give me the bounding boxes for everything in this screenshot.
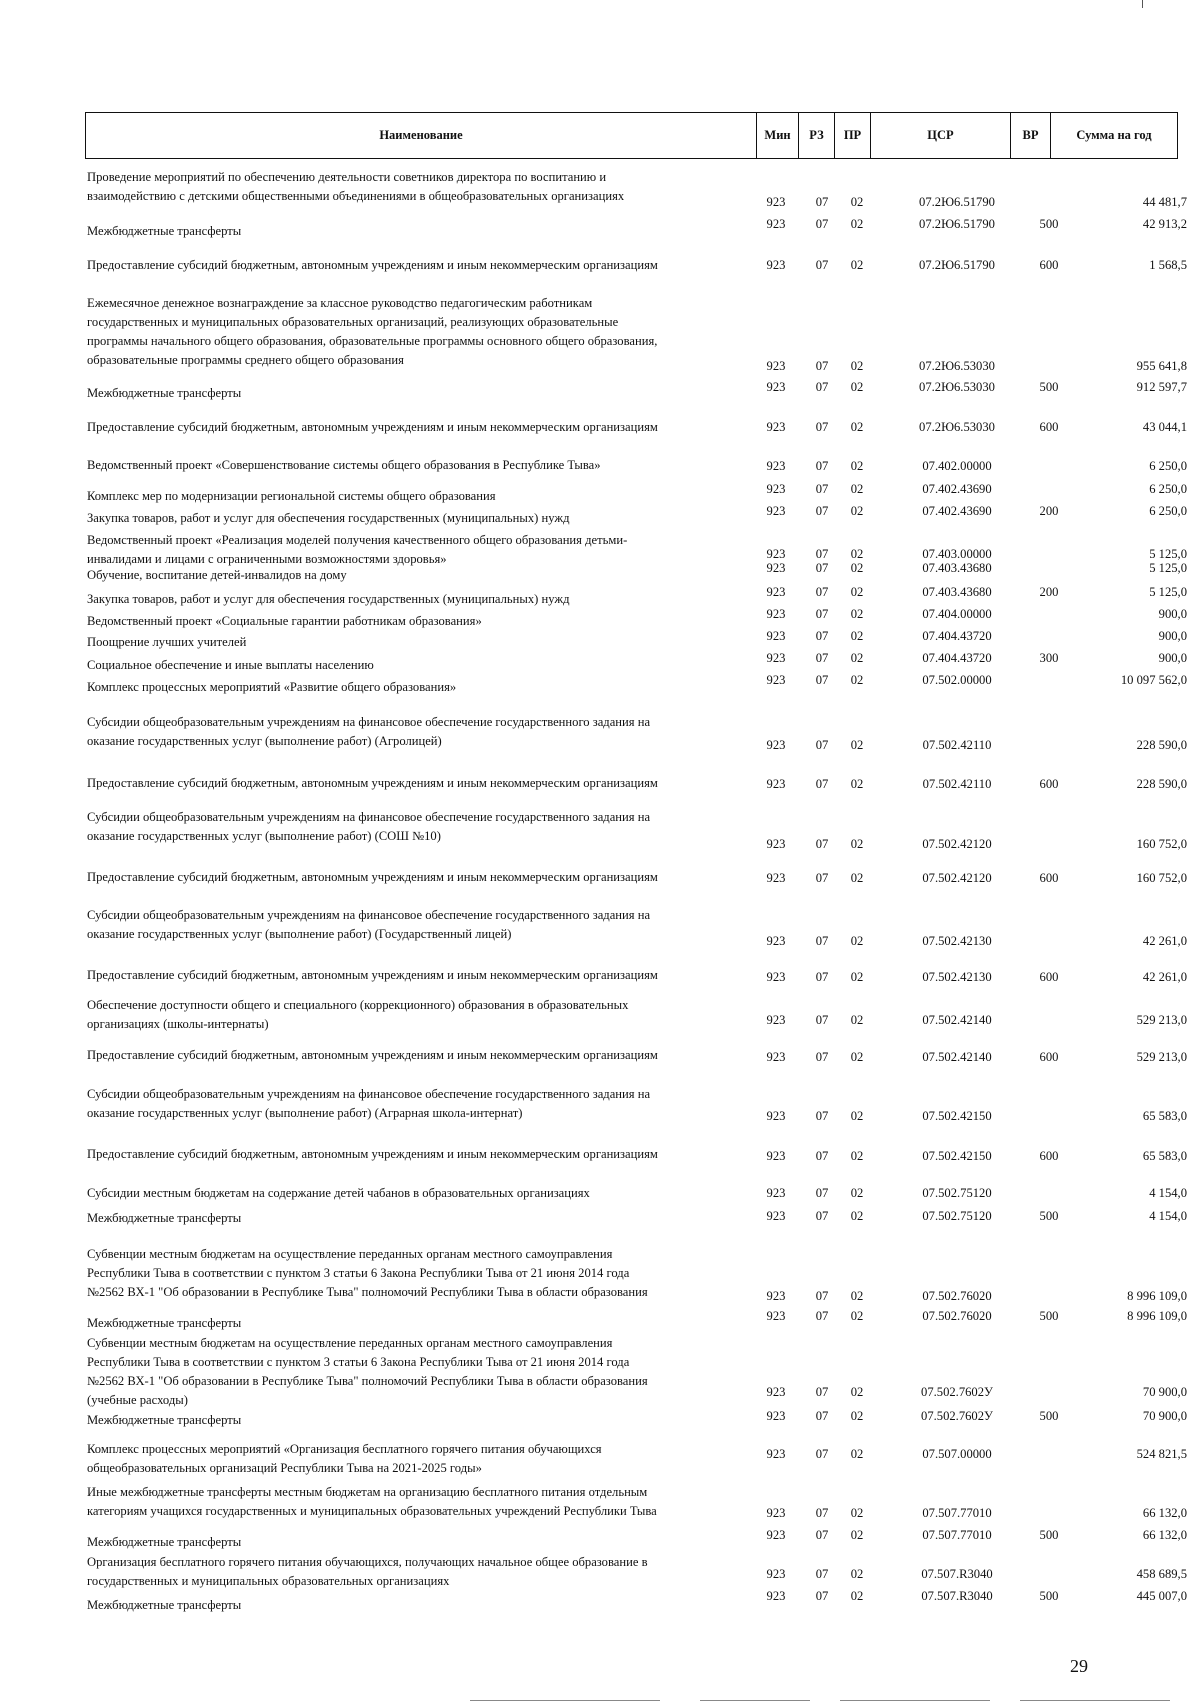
row-min: 923	[766, 1149, 786, 1163]
row-vr: 500	[1039, 1589, 1059, 1603]
row-csr: 07.502.42130	[922, 934, 992, 948]
row-rz: 07	[815, 1149, 829, 1163]
row-csr: 07.507.R3040	[921, 1567, 993, 1581]
table-row	[87, 966, 1187, 987]
row-sum: 42 261,0	[1142, 970, 1187, 984]
table-row	[87, 651, 1187, 672]
row-name: Субвенции местным бюджетам на осуществление переданных органам местного самоуправления Республики Тыва в соответствии с пунктом 3 статьи 6 Закона Республики Тыва от 21 июня 2014 года №2562 ВХ-1 "Об образовании в Республике Тыва" полномочий Республики Тыва в области образования (учебные расходы)	[87, 1336, 648, 1407]
row-min: 923	[766, 1209, 786, 1223]
table-row	[87, 1528, 1187, 1549]
row-rz: 07	[815, 359, 829, 373]
row-vr: 500	[1039, 1528, 1059, 1542]
row-rz: 07	[815, 504, 829, 518]
row-min: 923	[766, 1409, 786, 1423]
row-pr: 02	[850, 651, 864, 665]
row-name: Субсидии общеобразовательным учреждениям на финансовое обеспечение государственного задания на оказание государственных услуг (выполнение работ) (Агролицей)	[87, 715, 651, 748]
table-row	[87, 1309, 1187, 1330]
row-pr: 02	[850, 738, 864, 752]
row-name: Субсидии местным бюджетам на содержание детей чабанов в образовательных организациях	[87, 1186, 590, 1200]
row-pr: 02	[850, 629, 864, 643]
row-name: Предоставление субсидий бюджетным, автономным учреждениям и иным некоммерческим организациям	[87, 776, 658, 790]
row-sum: 900,0	[1158, 629, 1187, 643]
table-row	[87, 1184, 1187, 1203]
row-pr: 02	[850, 871, 864, 885]
table-row	[87, 1334, 1187, 1407]
row-csr: 07.2Ю6.53030	[919, 420, 995, 434]
row-pr: 02	[850, 482, 864, 496]
row-pr: 02	[850, 359, 864, 373]
row-name: Предоставление субсидий бюджетным, автономным учреждениям и иным некоммерческим организациям	[87, 968, 658, 982]
row-rz: 07	[815, 738, 829, 752]
table-row	[87, 456, 1187, 476]
row-pr: 02	[850, 561, 864, 575]
row-sum: 445 007,0	[1136, 1589, 1187, 1603]
row-min: 923	[766, 738, 786, 752]
table-row	[87, 713, 1187, 755]
row-pr: 02	[850, 504, 864, 518]
row-min: 923	[766, 673, 786, 687]
row-name: Комплекс процессных мероприятий «Организация бесплатного горячего питания обучающихся общеобразовательных организаций Республики Тыва на 2021-2025 годы»	[87, 1442, 602, 1475]
row-name: Межбюджетные трансферты	[87, 1316, 242, 1330]
row-min: 923	[766, 1528, 786, 1542]
row-rz: 07	[815, 380, 829, 394]
row-sum: 44 481,7	[1142, 195, 1187, 209]
row-rz: 07	[815, 651, 829, 665]
row-csr: 07.402.00000	[922, 459, 992, 473]
row-sum: 160 752,0	[1136, 837, 1187, 851]
row-name: Организация бесплатного горячего питания обучающихся, получающих начальное общее образование в государственных и муниципальных образовательных организациях	[87, 1555, 648, 1588]
row-rz: 07	[815, 837, 829, 851]
table-row	[87, 607, 1187, 628]
row-min: 923	[766, 459, 786, 473]
row-sum: 6 250,0	[1149, 482, 1187, 496]
row-rz: 07	[815, 1309, 829, 1323]
row-vr: 600	[1039, 1050, 1059, 1064]
row-rz: 07	[815, 1209, 829, 1223]
row-min: 923	[766, 837, 786, 851]
row-csr: 07.2Ю6.51790	[919, 258, 995, 272]
row-pr: 02	[850, 195, 864, 209]
row-csr: 07.402.43690	[922, 482, 992, 496]
row-sum: 4 154,0	[1149, 1209, 1187, 1223]
row-min: 923	[766, 258, 786, 272]
row-min: 923	[766, 1309, 786, 1323]
header-sum: Сумма на год	[1050, 113, 1177, 158]
row-pr: 02	[850, 380, 864, 394]
row-min: 923	[766, 195, 786, 209]
row-name: Предоставление субсидий бюджетным, автономным учреждениям и иным некоммерческим организациям	[87, 258, 658, 272]
row-sum: 43 044,1	[1142, 420, 1187, 434]
row-csr: 07.507.77010	[922, 1506, 992, 1520]
table-row	[87, 561, 1187, 582]
row-rz: 07	[815, 1567, 829, 1581]
row-name: Межбюджетные трансферты	[87, 1211, 242, 1225]
row-pr: 02	[850, 420, 864, 434]
row-rz: 07	[815, 1050, 829, 1064]
row-pr: 02	[850, 1567, 864, 1581]
row-pr: 02	[850, 1013, 864, 1027]
row-rz: 07	[815, 258, 829, 272]
bottom-rule	[470, 1700, 660, 1701]
row-pr: 02	[850, 1109, 864, 1123]
row-csr: 07.502.75120	[922, 1209, 992, 1223]
row-pr: 02	[850, 1289, 864, 1303]
row-rz: 07	[815, 585, 829, 599]
row-pr: 02	[850, 1385, 864, 1399]
table-row	[87, 1046, 1187, 1067]
row-csr: 07.404.43720	[922, 629, 992, 643]
row-sum: 228 590,0	[1136, 777, 1187, 791]
page-number: 29	[1070, 1656, 1088, 1676]
row-name: Субвенции местным бюджетам на осуществление переданных органам местного самоуправления Республики Тыва в соответствии с пунктом 3 статьи 6 Закона Республики Тыва от 21 июня 2014 года №2562 ВХ-1 "Об образовании в Республике Тыва" полномочий Республики Тыва в области образования	[87, 1247, 648, 1299]
row-name: Межбюджетные трансферты	[87, 1535, 242, 1549]
row-min: 923	[766, 359, 786, 373]
row-min: 923	[766, 970, 786, 984]
row-sum: 228 590,0	[1136, 738, 1187, 752]
row-csr: 07.2Ю6.53030	[919, 359, 995, 373]
row-sum: 6 250,0	[1149, 459, 1187, 473]
row-csr: 07.403.43680	[922, 585, 992, 599]
row-name: Поощрение лучших учителей	[87, 635, 247, 649]
row-rz: 07	[815, 1506, 829, 1520]
table-row	[87, 482, 1187, 503]
row-name: Проведение мероприятий по обеспечению деятельности советников директора по воспитанию и взаимодействию с детскими общественными объединениями в общеобразовательных организациях	[87, 170, 625, 203]
row-sum: 8 996 109,0	[1127, 1289, 1187, 1303]
row-name: Предоставление субсидий бюджетным, автономным учреждениям и иным некоммерческим организациям	[87, 870, 658, 884]
row-name: Межбюджетные трансферты	[87, 224, 242, 238]
row-min: 923	[766, 482, 786, 496]
table-row	[87, 1209, 1187, 1226]
row-pr: 02	[850, 547, 864, 561]
row-rz: 07	[815, 673, 829, 687]
row-rz: 07	[815, 1528, 829, 1542]
row-vr: 600	[1039, 871, 1059, 885]
row-pr: 02	[850, 1506, 864, 1520]
row-pr: 02	[850, 217, 864, 231]
row-csr: 07.502.42150	[922, 1109, 992, 1123]
row-csr: 07.502.00000	[922, 673, 992, 687]
row-pr: 02	[850, 837, 864, 851]
row-pr: 02	[850, 1447, 864, 1461]
row-sum: 529 213,0	[1136, 1050, 1187, 1064]
row-min: 923	[766, 1567, 786, 1581]
row-sum: 900,0	[1158, 607, 1187, 621]
header-name: Наименование	[379, 128, 463, 142]
row-min: 923	[766, 934, 786, 948]
row-rz: 07	[815, 482, 829, 496]
row-name: Обеспечение доступности общего и специального (коррекционного) образования в образовательных организациях (школы-интернаты)	[87, 998, 629, 1031]
row-min: 923	[766, 420, 786, 434]
row-name: Закупка товаров, работ и услуг для обеспечения государственных (муниципальных) нужд	[87, 511, 570, 525]
row-csr: 07.2Ю6.53030	[919, 380, 995, 394]
row-rz: 07	[815, 1186, 829, 1200]
table-row	[87, 294, 1187, 376]
table-row	[87, 1145, 1187, 1166]
row-vr: 200	[1039, 585, 1059, 599]
row-name: Ведомственный проект «Реализация моделей получения качественного общего образования детьми- инвалидами и лицами с ограниченными возможностями здоровья»	[87, 533, 628, 566]
row-min: 923	[766, 1050, 786, 1064]
row-rz: 07	[815, 1409, 829, 1423]
row-pr: 02	[850, 1589, 864, 1603]
row-rz: 07	[815, 970, 829, 984]
row-pr: 02	[850, 777, 864, 791]
row-csr: 07.502.75120	[922, 1186, 992, 1200]
row-vr: 500	[1039, 1309, 1059, 1323]
row-name: Субсидии общеобразовательным учреждениям на финансовое обеспечение государственного задания на оказание государственных услуг (выполнение работ) (Государственный лицей)	[87, 908, 651, 941]
header-csr: ЦСР	[870, 113, 1010, 158]
row-pr: 02	[850, 1186, 864, 1200]
row-rz: 07	[815, 1385, 829, 1399]
row-name: Межбюджетные трансферты	[87, 386, 242, 400]
row-sum: 524 821,5	[1136, 1447, 1187, 1461]
row-sum: 5 125,0	[1149, 585, 1187, 599]
row-pr: 02	[850, 1528, 864, 1542]
table-row	[87, 1440, 1187, 1475]
row-rz: 07	[815, 459, 829, 473]
row-vr: 600	[1039, 970, 1059, 984]
row-csr: 07.507.00000	[922, 1447, 992, 1461]
row-min: 923	[766, 1447, 786, 1461]
row-min: 923	[766, 380, 786, 394]
row-csr: 07.502.76020	[922, 1309, 992, 1323]
row-name: Межбюджетные трансферты	[87, 1413, 242, 1427]
row-rz: 07	[815, 777, 829, 791]
row-min: 923	[766, 1109, 786, 1123]
row-sum: 900,0	[1158, 651, 1187, 665]
table-row	[87, 380, 1187, 400]
table-row	[87, 808, 1187, 854]
row-name: Ежемесячное денежное вознаграждение за классное руководство педагогическим работникам государственных и муниципальных образовательных организаций, реализующих образовательные программы начального общего образования, образовательные программы основного общего образования, образовательные программы среднего общего образования	[87, 296, 658, 367]
table-row	[87, 1589, 1187, 1612]
row-min: 923	[766, 547, 786, 561]
row-pr: 02	[850, 1309, 864, 1323]
row-min: 923	[766, 217, 786, 231]
row-min: 923	[766, 629, 786, 643]
row-pr: 02	[850, 934, 864, 948]
table-row	[87, 217, 1187, 238]
row-name: Ведомственный проект «Совершенствование системы общего образования в Республике Тыва»	[87, 458, 601, 472]
row-rz: 07	[815, 1589, 829, 1603]
row-sum: 6 250,0	[1149, 504, 1187, 518]
row-name: Социальное обеспечение и иные выплаты населению	[87, 658, 374, 672]
row-sum: 66 132,0	[1142, 1528, 1187, 1542]
table-row	[87, 504, 1187, 525]
bottom-rule	[1020, 1700, 1170, 1701]
row-rz: 07	[815, 1447, 829, 1461]
row-vr: 600	[1039, 420, 1059, 434]
row-csr: 07.502.7602У	[921, 1409, 993, 1423]
row-rz: 07	[815, 1289, 829, 1303]
row-csr: 07.403.43680	[922, 561, 992, 575]
row-csr: 07.502.42130	[922, 970, 992, 984]
row-min: 923	[766, 871, 786, 885]
row-min: 923	[766, 561, 786, 575]
row-name: Комплекс мер по модернизации региональной системы общего образования	[87, 489, 496, 503]
table-row	[87, 629, 1187, 649]
table-row	[87, 418, 1187, 437]
row-name: Иные межбюджетные трансферты местным бюджетам на организацию бесплатного питания отдельным категориям учащихся государственных и муниципальных образовательных учреждений Республики Тыва	[87, 1485, 657, 1518]
row-pr: 02	[850, 1209, 864, 1223]
table-row	[87, 1411, 1187, 1426]
row-sum: 160 752,0	[1136, 871, 1187, 885]
header-rz: РЗ	[798, 113, 834, 158]
row-min: 923	[766, 777, 786, 791]
row-rz: 07	[815, 561, 829, 575]
table-row	[87, 585, 1187, 606]
row-name: Субсидии общеобразовательным учреждениям на финансовое обеспечение государственного задания на оказание государственных услуг (выполнение работ) (СОШ №10)	[87, 810, 651, 843]
row-rz: 07	[815, 1013, 829, 1027]
row-csr: 07.502.42140	[922, 1050, 992, 1064]
row-name: Ведомственный проект «Социальные гарантии работникам образования»	[87, 614, 482, 628]
row-min: 923	[766, 504, 786, 518]
row-name: Межбюджетные трансферты	[87, 1598, 242, 1612]
row-sum: 4 154,0	[1149, 1186, 1187, 1200]
row-min: 923	[766, 1385, 786, 1399]
row-min: 923	[766, 651, 786, 665]
table-header	[85, 112, 1178, 159]
row-pr: 02	[850, 1149, 864, 1163]
table-row	[87, 868, 1187, 888]
table-row	[87, 996, 1187, 1030]
row-sum: 458 689,5	[1136, 1567, 1187, 1581]
bottom-rule	[840, 1700, 990, 1701]
row-rz: 07	[815, 607, 829, 621]
row-csr: 07.502.42120	[922, 871, 992, 885]
row-rz: 07	[815, 547, 829, 561]
row-vr: 500	[1039, 217, 1059, 231]
row-csr: 07.502.42140	[922, 1013, 992, 1027]
table-row	[87, 1085, 1187, 1126]
row-csr: 07.507.77010	[922, 1528, 992, 1542]
row-pr: 02	[850, 585, 864, 599]
row-pr: 02	[850, 607, 864, 621]
row-csr: 07.402.43690	[922, 504, 992, 518]
row-sum: 529 213,0	[1136, 1013, 1187, 1027]
row-sum: 42 261,0	[1142, 934, 1187, 948]
row-name: Предоставление субсидий бюджетным, автономным учреждениям и иным некоммерческим организациям	[87, 420, 658, 434]
row-rz: 07	[815, 217, 829, 231]
row-csr: 07.2Ю6.51790	[919, 217, 995, 231]
row-name: Закупка товаров, работ и услуг для обеспечения государственных (муниципальных) нужд	[87, 592, 570, 606]
row-sum: 65 583,0	[1142, 1109, 1187, 1123]
row-pr: 02	[850, 258, 864, 272]
row-min: 923	[766, 1013, 786, 1027]
row-sum: 1 568,5	[1149, 258, 1187, 272]
row-min: 923	[766, 1289, 786, 1303]
row-min: 923	[766, 607, 786, 621]
row-sum: 70 900,0	[1142, 1409, 1187, 1423]
header-min: Мин	[756, 113, 798, 158]
row-pr: 02	[850, 459, 864, 473]
row-vr: 600	[1039, 777, 1059, 791]
row-csr: 07.502.42110	[922, 738, 992, 752]
row-pr: 02	[850, 1050, 864, 1064]
bottom-rule	[700, 1700, 810, 1701]
row-rz: 07	[815, 934, 829, 948]
row-rz: 07	[815, 420, 829, 434]
row-pr: 02	[850, 673, 864, 687]
row-csr: 07.502.42110	[922, 777, 992, 791]
row-rz: 07	[815, 195, 829, 209]
row-sum: 8 996 109,0	[1127, 1309, 1187, 1323]
row-rz: 07	[815, 1109, 829, 1123]
row-rz: 07	[815, 871, 829, 885]
row-vr: 500	[1039, 1409, 1059, 1423]
table-row	[87, 1483, 1187, 1523]
row-sum: 65 583,0	[1142, 1149, 1187, 1163]
row-csr: 07.502.42150	[922, 1149, 992, 1163]
row-min: 923	[766, 585, 786, 599]
header-pr: ПР	[834, 113, 870, 158]
row-name: Субсидии общеобразовательным учреждениям на финансовое обеспечение государственного задания на оказание государственных услуг (выполнение работ) (Аграрная школа-интернат)	[87, 1087, 651, 1120]
row-sum: 5 125,0	[1149, 561, 1187, 575]
row-csr: 07.502.42120	[922, 837, 992, 851]
row-vr: 500	[1039, 1209, 1059, 1223]
row-name: Комплекс процессных мероприятий «Развитие общего образования»	[87, 680, 457, 694]
row-csr: 07.403.00000	[922, 547, 992, 561]
row-sum: 10 097 562,0	[1120, 673, 1187, 687]
row-pr: 02	[850, 1409, 864, 1423]
row-csr: 07.502.7602У	[921, 1385, 993, 1399]
row-min: 923	[766, 1589, 786, 1603]
table-row	[87, 906, 1187, 951]
row-vr: 200	[1039, 504, 1059, 518]
row-sum: 5 125,0	[1149, 547, 1187, 561]
table-row	[87, 774, 1187, 794]
row-sum: 42 913,2	[1142, 217, 1187, 231]
row-vr: 500	[1039, 380, 1059, 394]
row-csr: 07.507.R3040	[921, 1589, 993, 1603]
row-csr: 07.2Ю6.51790	[919, 195, 995, 209]
table-row	[87, 256, 1187, 275]
scan-mark	[1142, 0, 1143, 8]
table-row	[87, 168, 1187, 212]
row-csr: 07.404.43720	[922, 651, 992, 665]
row-sum: 912 597,7	[1136, 380, 1187, 394]
row-sum: 955 641,8	[1136, 359, 1187, 373]
row-rz: 07	[815, 629, 829, 643]
row-vr: 600	[1039, 1149, 1059, 1163]
row-sum: 66 132,0	[1142, 1506, 1187, 1520]
row-name: Предоставление субсидий бюджетным, автономным учреждениям и иным некоммерческим организациям	[87, 1147, 658, 1161]
row-vr: 600	[1039, 258, 1059, 272]
row-name: Обучение, воспитание детей-инвалидов на дому	[87, 568, 347, 582]
row-min: 923	[766, 1506, 786, 1520]
table-row	[87, 673, 1187, 694]
row-csr: 07.404.00000	[922, 607, 992, 621]
row-pr: 02	[850, 970, 864, 984]
row-name: Предоставление субсидий бюджетным, автономным учреждениям и иным некоммерческим организациям	[87, 1048, 658, 1062]
row-csr: 07.502.76020	[922, 1289, 992, 1303]
row-sum: 70 900,0	[1142, 1385, 1187, 1399]
table-row	[87, 1245, 1187, 1306]
row-min: 923	[766, 1186, 786, 1200]
row-vr: 300	[1039, 651, 1059, 665]
table-row	[87, 1553, 1187, 1588]
header-vr: ВР	[1010, 113, 1050, 158]
